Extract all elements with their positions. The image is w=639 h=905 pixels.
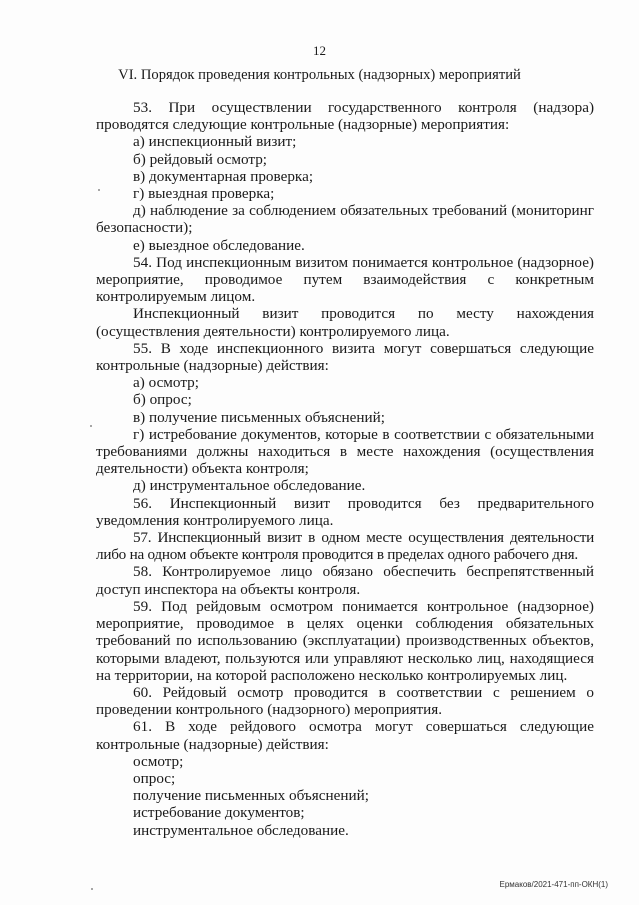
list-item: е) выездное обследование.: [133, 236, 305, 254]
list-item: г) истребование документов, которые в соответствии с обязательными требованиями должны находиться в месте нахождения (осуществления деятельности) объекта контроля;: [96, 425, 594, 478]
paragraph: 58. Контролируемое лицо обязано обеспечить беспрепятственный доступ инспектора на объекты контроля.: [96, 563, 594, 598]
section-title: VI. Порядок проведения контрольных (надзорных) мероприятий: [118, 67, 521, 83]
list-item: д) инструментальное обследование.: [133, 477, 366, 495]
paragraph: Инспекционный визит проводится по месту нахождения (осуществления деятельности) контролируемого лица.: [96, 305, 594, 340]
document-body: [96, 99, 594, 839]
list-item: б) опрос;: [133, 391, 192, 409]
scan-speck: [90, 425, 92, 427]
list-item: получение письменных объяснений;: [133, 787, 369, 805]
list-item: б) рейдовый осмотр;: [133, 150, 268, 168]
list-item: а) осмотр;: [133, 374, 199, 392]
scan-speck: [98, 189, 100, 191]
paragraph: 61. В ходе рейдового осмотра могут совершаться следующие контрольные (надзорные) действия:: [96, 718, 594, 753]
paragraph: 55. В ходе инспекционного визита могут совершаться следующие контрольные (надзорные) действия:: [96, 339, 594, 375]
list-item: осмотр;: [133, 752, 184, 770]
paragraph: 54. Под инспекционным визитом понимается контрольное (надзорное) мероприятие, проводимое путем взаимодействия с конкретным контролируемым лицом.: [96, 253, 594, 306]
list-item: г) выездная проверка;: [133, 185, 275, 203]
list-item: инструментальное обследование.: [133, 821, 349, 839]
list-item: опрос;: [133, 769, 176, 787]
paragraph: 59. Под рейдовым осмотром понимается контрольное (надзорное) мероприятие, проводимое в целях оценки соблюдения обязательных требований по использованию (эксплуатации) производственных объектов, которыми владеют, пользуются или управляют несколько лиц, находящиеся на территории, на которой расположено несколько контролируемых лиц.: [96, 597, 594, 684]
list-item: д) наблюдение за соблюдением обязательных требований (мониторинг безопасности);: [96, 202, 594, 237]
scan-speck: [91, 888, 93, 890]
list-item: в) документарная проверка;: [133, 167, 314, 185]
paragraph: 56. Инспекционный визит проводится без предварительного уведомления контролируемого лица.: [96, 494, 594, 529]
document-code-footer: Ермаков/2021-471-пп-ОКН(1): [499, 880, 608, 889]
paragraph: 53. При осуществлении государственного контроля (надзора) проводятся следующие контрольные (надзорные) мероприятия:: [96, 99, 594, 134]
page-number: 12: [313, 43, 326, 58]
list-item: в) получение письменных объяснений;: [133, 408, 386, 426]
paragraph: 60. Рейдовый осмотр проводится в соответствии с решением о проведении контрольного (надзорного) мероприятия.: [96, 683, 594, 719]
list-item: истребование документов;: [133, 804, 305, 822]
paragraph: 57. Инспекционный визит в одном месте осуществления деятельности либо на одном объекте контроля проводится в пределах одного рабочего дня.: [96, 529, 594, 564]
list-item: а) инспекционный визит;: [133, 133, 297, 151]
